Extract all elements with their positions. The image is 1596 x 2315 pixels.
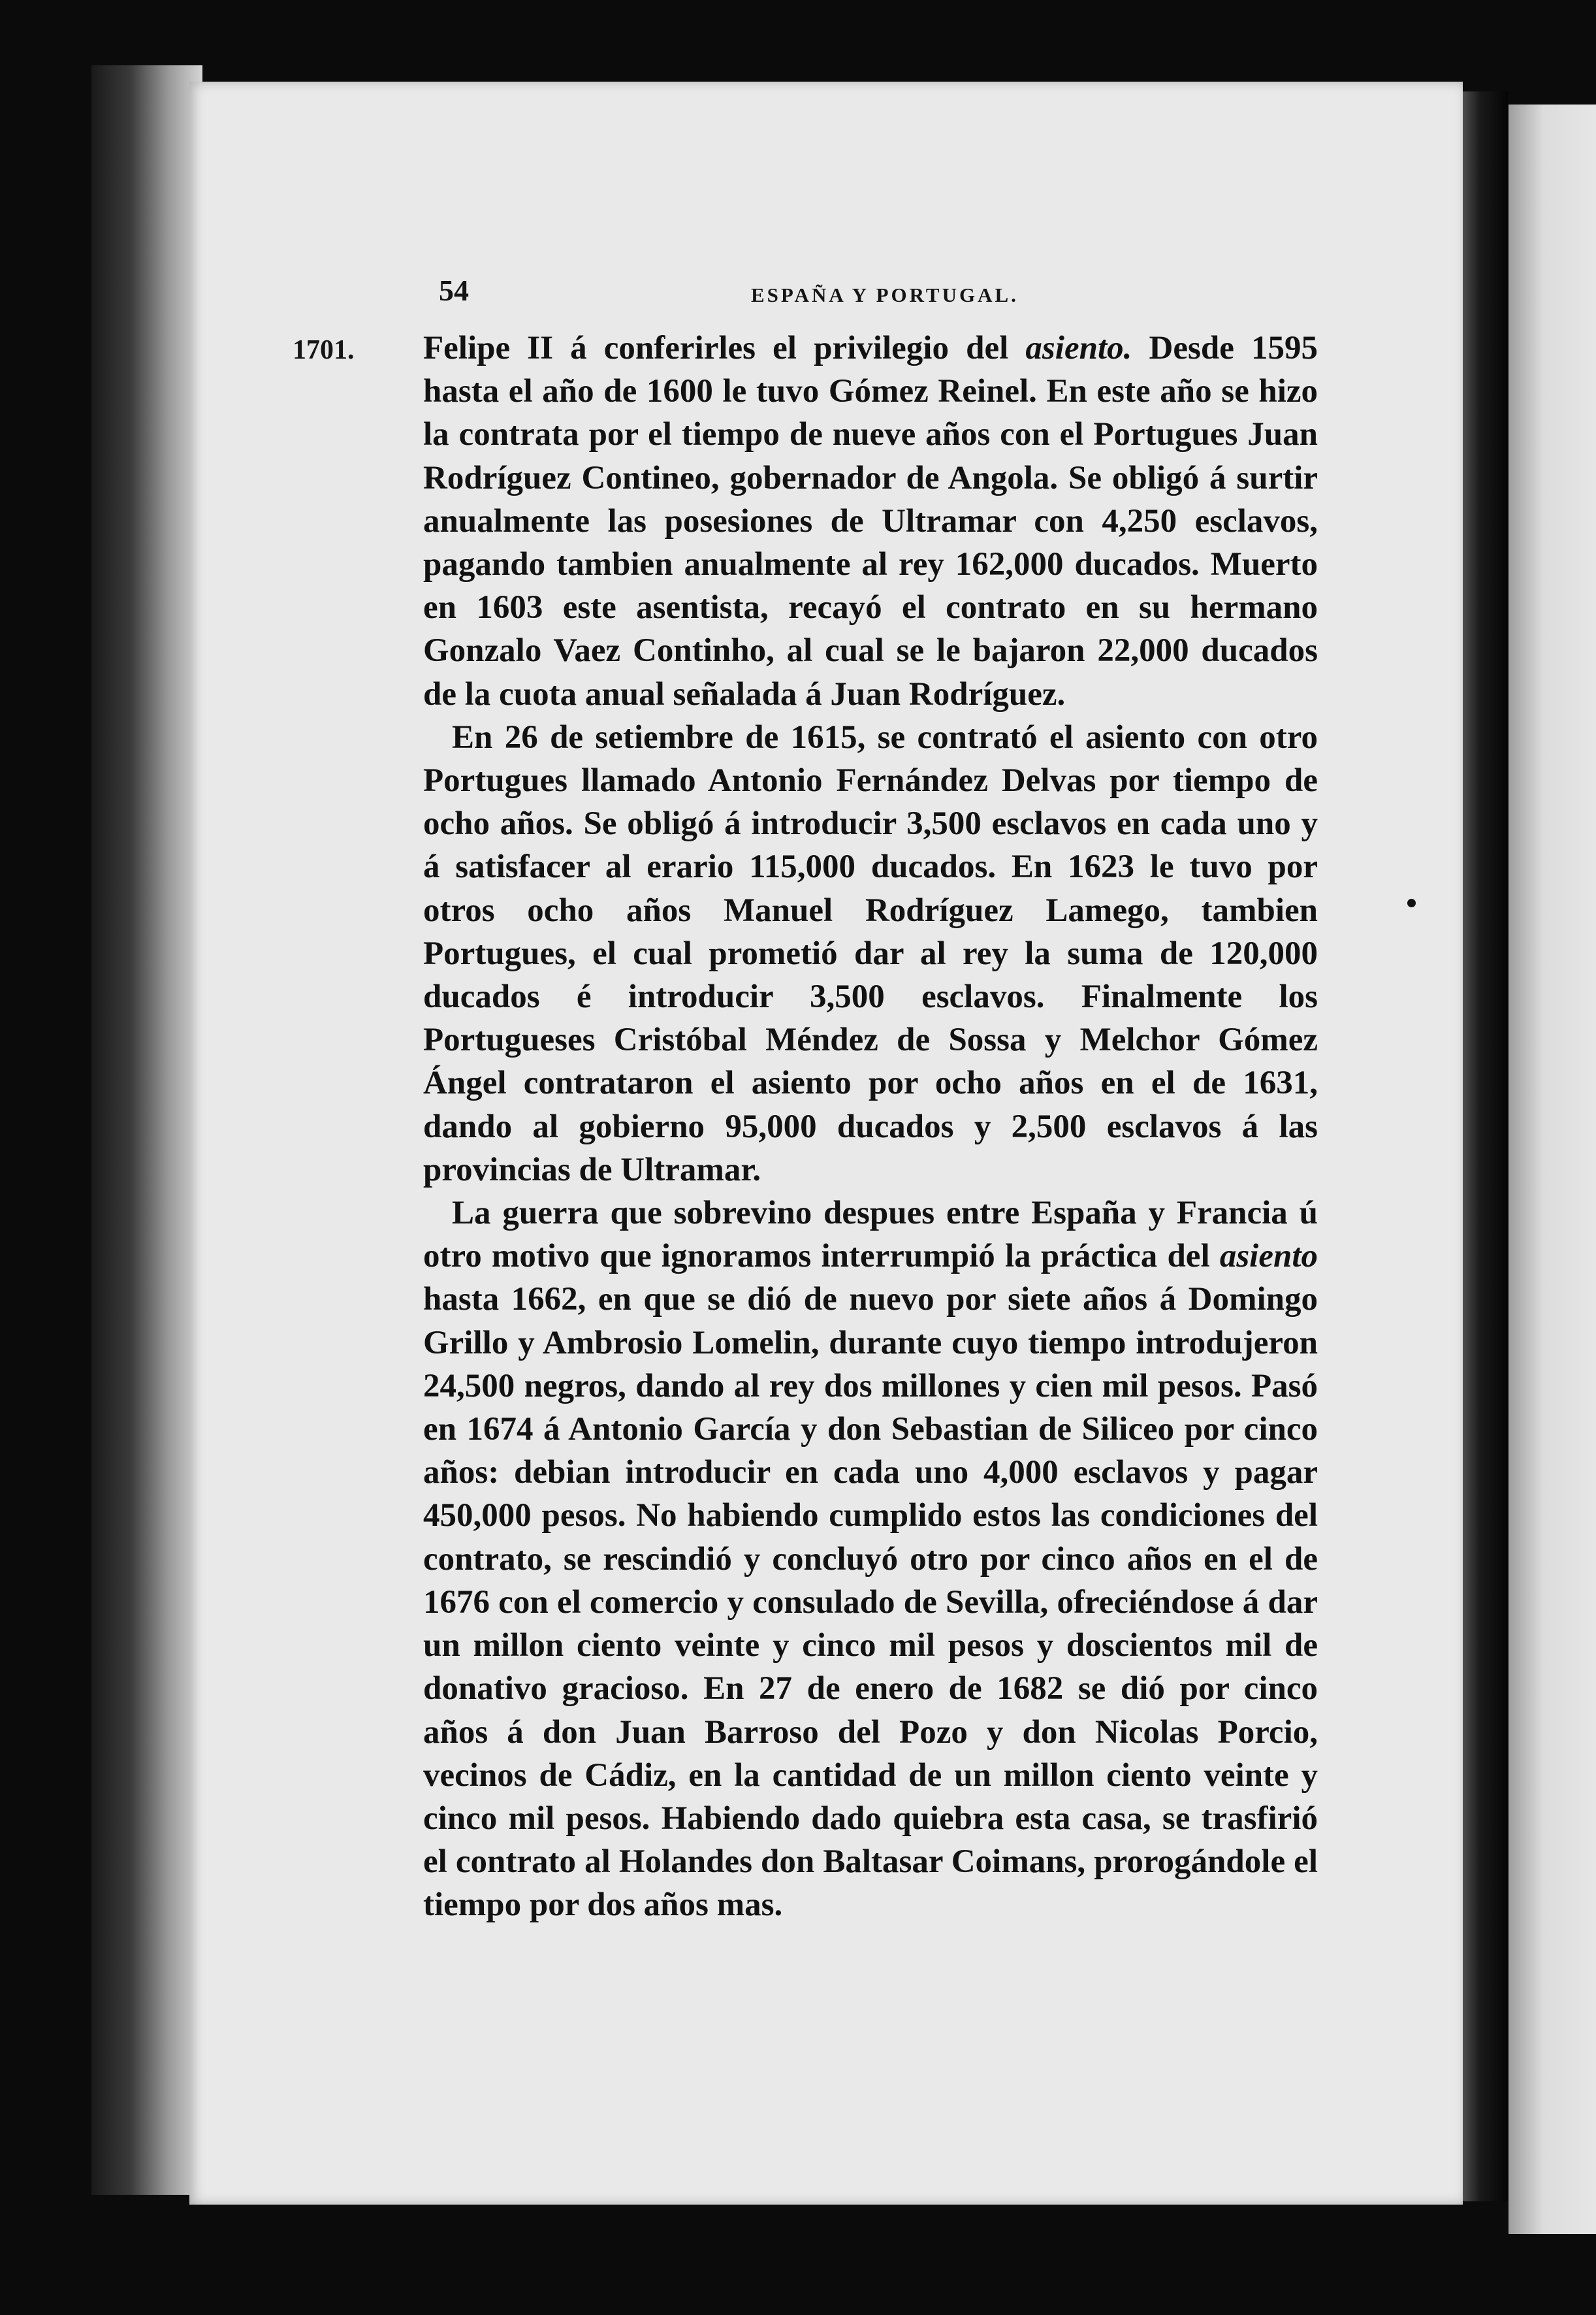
next-page-edge: [1508, 105, 1596, 2234]
paragraph-3: [423, 1191, 1318, 1926]
text-run: Desde 1595 hasta el año de 1600 le tuvo Gómez Reinel. En este año se hizo la contrata por el tiempo de nueve años con el Portugues Juan Rodríguez Contineo, gobernador de Angola. Se obligó á surtir anualmente las posesiones de Ultramar con 4,250 esclavos, pagando tambien anualmente al rey 162,000 ducados. Muerto en 1603 este asentista, recayó el contrato en su hermano Gonzalo Vaez Continho, al cual se le bajaron 22,000 ducados de la cuota anual señalada á Juan Rodríguez.: [423, 330, 1318, 713]
page-number: 54: [439, 274, 469, 307]
text-run: La guerra que sobrevino despues entre España y Francia ú otro motivo que ignoramos interrumpió la práctica del: [423, 1195, 1318, 1275]
text-run: hasta 1662, en que se dió de nuevo por siete años á Domingo Grillo y Ambrosio Lomelin, durante cuyo tiempo introdujeron 24,500 negros, dando al rey dos millones y cien mil pesos. Pasó en 1674 á Antonio García y don Sebastian de Siliceo por cinco años: debian introducir en cada uno 4,000 esclavos y pagar 450,000 pesos. No habiendo cumplido estos las condiciones del contrato, se rescindió y concluyó otro por cinco años en el de 1676 con el comercio y consulado de Sevilla, ofreciéndose á dar un millon ciento veinte y cinco mil pesos y doscientos mil de donativo gracioso. En 27 de enero de 1682 se dió por cinco años á don Juan Barroso del Pozo y don Nicolas Porcio, vecinos de Cádiz, en la cantidad de un millon ciento veinte y cinco mil pesos. Habiendo dado quiebra esta casa, se trasfirió el contrato al Holandes don Baltasar Coimans, prorogándole el tiempo por dos años mas.: [423, 1281, 1318, 1924]
text-run: Felipe II á conferirles el privilegio del: [423, 330, 1026, 366]
paragraph-1: [423, 327, 1318, 716]
italic-term: asiento: [1219, 1238, 1318, 1275]
book-binding-edge: [91, 65, 202, 2195]
running-head: ESPAÑA Y PORTUGAL.: [751, 283, 1019, 306]
page-header: [439, 273, 1314, 319]
scan-speck: [1407, 899, 1416, 907]
margin-year-note: 1701.: [293, 335, 355, 365]
paragraph-2: [423, 716, 1318, 1191]
italic-term: asiento.: [1025, 330, 1132, 366]
text-run: En 26 de setiembre de 1615, se contrató el asiento con otro Portugues llamado Antonio Fernández Delvas por tiempo de ocho años. Se obligó á introducir 3,500 esclavos en cada uno y á satisfacer al erario 115,000 ducados. En 1623 le tuvo por otros ocho años Manuel Rodríguez Lamego, tambien Portugues, el cual prometió dar al rey la suma de 120,000 ducados é introducir 3,500 esclavos. Finalmente los Portugueses Cristóbal Méndez de Sossa y Melchor Gómez Ángel contrataron el asiento por ocho años en el de 1631, dando al gobierno 95,000 ducados y 2,500 esclavos á las provincias de Ultramar.: [423, 719, 1318, 1188]
body-text: [423, 327, 1318, 1927]
